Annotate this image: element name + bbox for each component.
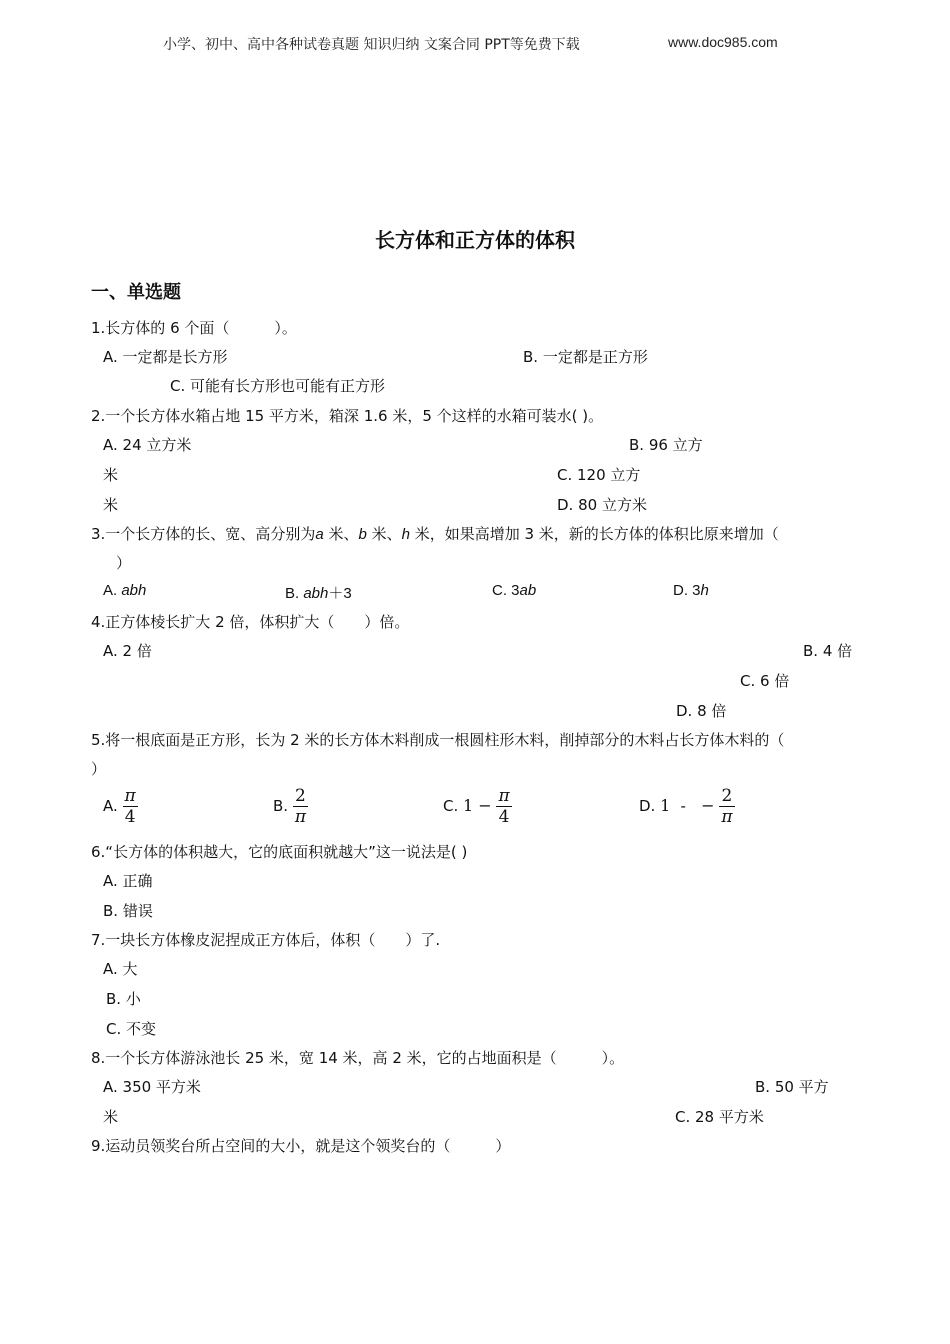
question-2: 2.一个长方体水箱占地 15 平方米，箱深 1.6 米，5 个这样的水箱可装水( )。	[91, 407, 604, 425]
q5-option-d[interactable]: D. 1 - − $\frac{2}{\pi}$	[639, 786, 733, 827]
question-1: 1.长方体的 6 个面（ ）。	[91, 319, 297, 337]
q4-option-a[interactable]: A. 2 倍	[103, 642, 152, 660]
q2-option-b-wrap: 米	[103, 466, 119, 484]
q5-option-b[interactable]: B. $\frac{2}{\pi}$	[273, 786, 307, 827]
q1-option-b[interactable]: B. 一定都是正方形	[523, 348, 648, 366]
question-4: 4.正方体棱长扩大 2 倍，体积扩大（ ）倍。	[91, 613, 410, 631]
q2-option-d[interactable]: D. 80 立方米	[557, 496, 647, 514]
q2-option-c-wrap: 米	[103, 496, 119, 514]
question-5-continuation: ）	[91, 760, 107, 778]
q7-option-a[interactable]: A. 大	[103, 960, 138, 978]
q8-option-a[interactable]: A. 350 平方米	[103, 1078, 201, 1096]
q3-option-c[interactable]: C. 3ab	[492, 582, 537, 599]
q2-option-b[interactable]: B. 96 立方	[629, 436, 703, 454]
q6-option-a[interactable]: A. 正确	[103, 872, 153, 890]
q8-option-c[interactable]: C. 28 平方米	[675, 1108, 764, 1126]
section-heading: 一、单选题	[91, 282, 181, 303]
question-3: 3.一个长方体的长、宽、高分别为a 米、b 米、h 米，如果高增加 3 米，新的长方体的体积比原来增加（	[91, 525, 779, 543]
q3-option-d[interactable]: D. 3h	[673, 582, 709, 599]
q8-option-b-wrap: 米	[103, 1108, 119, 1126]
fraction: $\frac{2}{\pi}$	[294, 786, 307, 827]
question-7: 7.一块长方体橡皮泥捏成正方体后，体积（ ）了.	[91, 931, 441, 949]
question-3-continuation: ）	[116, 554, 132, 572]
q3-option-a[interactable]: A. abh	[103, 582, 147, 599]
q7-option-b[interactable]: B. 小	[106, 990, 141, 1008]
q4-option-d[interactable]: D. 8 倍	[676, 702, 727, 720]
q8-option-b[interactable]: B. 50 平方	[755, 1078, 829, 1096]
q4-option-c[interactable]: C. 6 倍	[740, 672, 790, 690]
header-tagline: 小学、初中、高中各种试卷真题 知识归纳 文案合同 PPT等免费下载	[163, 37, 580, 53]
q7-option-c[interactable]: C. 不变	[106, 1020, 157, 1038]
q2-option-c[interactable]: C. 120 立方	[557, 466, 641, 484]
fraction: $\frac{2}{\pi}$	[721, 786, 733, 827]
q5-option-a[interactable]: A. $\frac{\pi}{4}$	[103, 786, 136, 827]
q3-option-b[interactable]: B. abh＋3	[285, 585, 352, 602]
q1-option-a[interactable]: A. 一定都是长方形	[103, 348, 228, 366]
question-5: 5.将一根底面是正方形，长为 2 米的长方体木料削成一根圆柱形木料，削掉部分的木料占长方体木料的（	[91, 731, 785, 749]
q6-option-b[interactable]: B. 错误	[103, 902, 153, 920]
q4-option-b[interactable]: B. 4 倍	[803, 642, 853, 660]
q2-option-a[interactable]: A. 24 立方米	[103, 436, 192, 454]
fraction: $\frac{\pi}{4}$	[124, 786, 136, 827]
q1-option-c[interactable]: C. 可能有长方形也可能有正方形	[170, 377, 386, 395]
question-8: 8.一个长方体游泳池长 25 米，宽 14 米，高 2 米，它的占地面积是（ ）。	[91, 1049, 625, 1067]
question-9: 9.运动员领奖台所占空间的大小，就是这个领奖台的（ ）	[91, 1137, 511, 1155]
fraction: $\frac{\pi}{4}$	[498, 786, 510, 827]
q5-option-c[interactable]: C. 1 − $\frac{\pi}{4}$	[443, 786, 510, 827]
header-url[interactable]: www.doc985.com	[668, 34, 778, 50]
question-6: 6.“长方体的体积越大，它的底面积就越大”这一说法是( )	[91, 843, 468, 861]
page-title: 长方体和正方体的体积	[375, 228, 575, 252]
